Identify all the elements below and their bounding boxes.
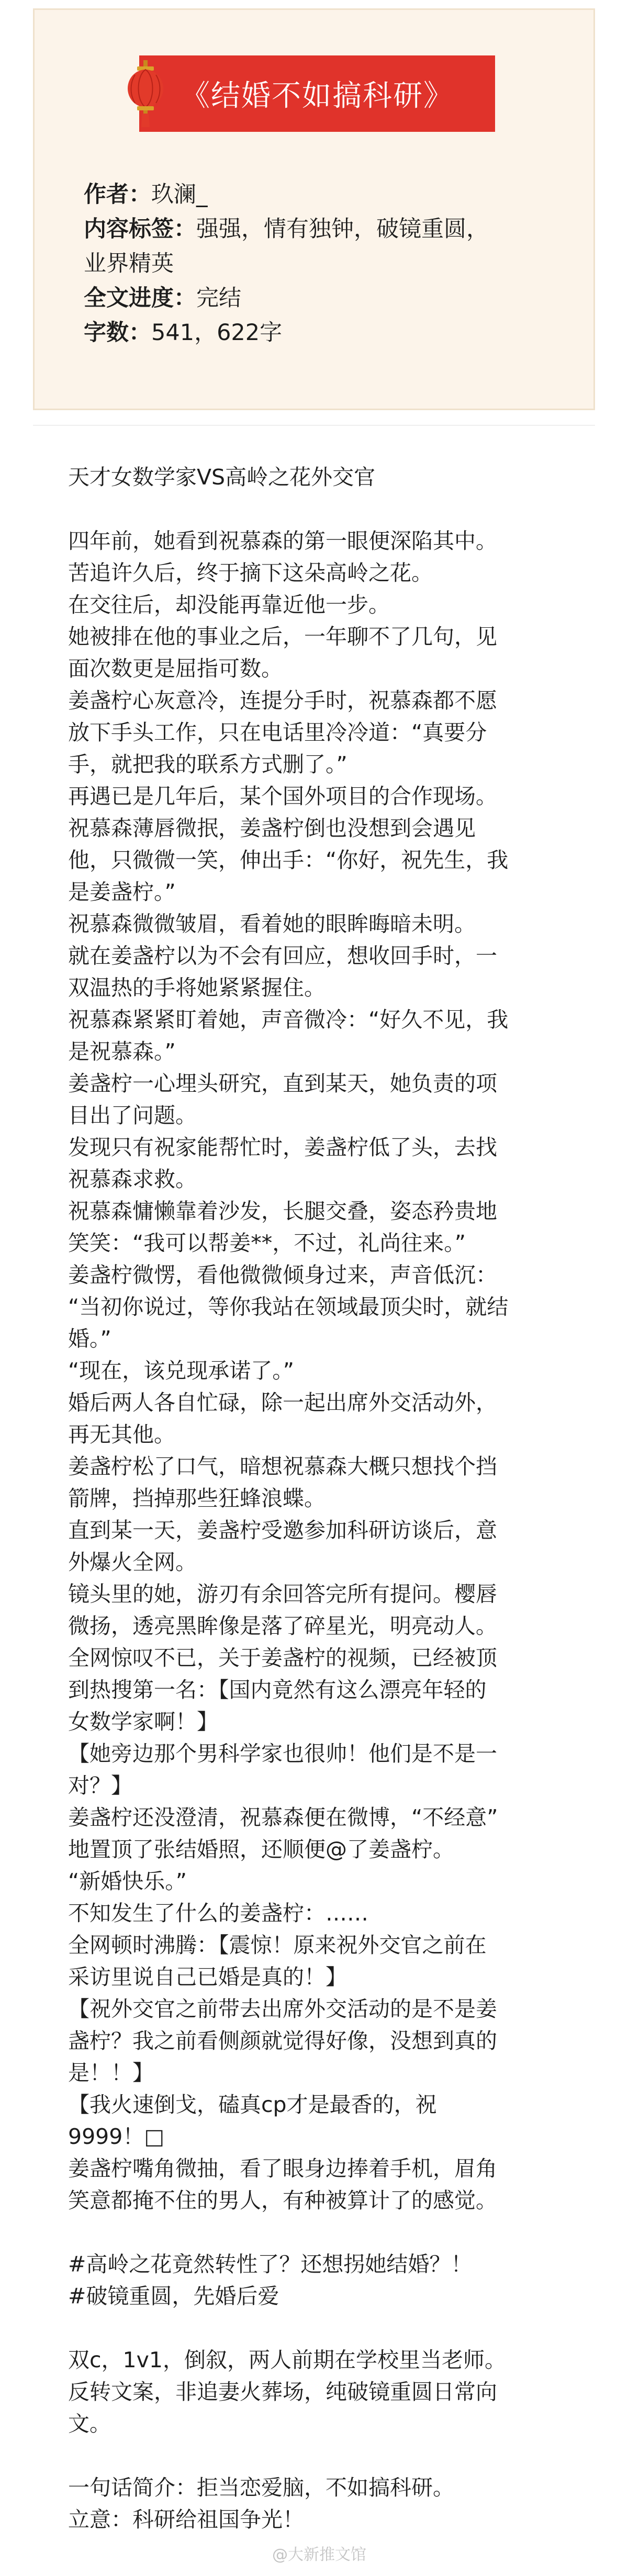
blank-line [68,2217,565,2249]
watermark: @大新推文馆 [272,2546,366,2564]
synopsis-line: 直到某一天，姜盏柠受邀参加科研访谈后，意 [68,1518,497,1543]
synopsis-line: 手，就把我的联系方式删了。” [68,752,347,777]
synopsis-text [68,461,565,2536]
synopsis-line: 笑笑：“我可以帮姜**，不过，礼尚往来。” [68,1230,466,1256]
synopsis-line: 双温热的手将她紧紧握住。 [68,975,326,1000]
synopsis-line: 婚。” [68,1326,111,1351]
synopsis-line: 姜盏柠一心埋头研究，直到某天，她负责的项 [68,1071,497,1096]
synopsis-line: 不知发生了什么的姜盏柠：…… [68,1901,368,1926]
synopsis-line: 【我火速倒戈，磕真cp才是最香的，祝 [68,2092,437,2117]
synopsis-line: 面次数更是屈指可数。 [68,656,283,681]
tags-value-line1: 强强，情有独钟，破镜重圆， [196,216,489,242]
wordcount-label: 字数： [84,320,151,346]
blank-line [68,493,565,525]
synopsis-line: 姜盏柠心灰意冷，连提分手时，祝慕森都不愿 [68,688,497,713]
author-label: 作者： [84,182,151,208]
synopsis-line: #破镜重圆，先婚后爱 [68,2284,279,2309]
divider [33,425,595,426]
synopsis-line: 就在姜盏柠以为不会有回应，想收回手时，一 [68,943,497,968]
synopsis-line: 再遇已是几年后，某个国外项目的合作现场。 [68,784,497,809]
synopsis-line: 反转文案，非追妻火葬场，纯破镜重圆日常向 [68,2379,497,2404]
tags-value-line2: 业界精英 [84,251,174,277]
synopsis-line: 姜盏柠嘴角微抽，看了眼身边捧着手机，眉角 [68,2156,497,2181]
synopsis-line: 发现只有祝家能帮忙时，姜盏柠低了头，去找 [68,1135,497,1160]
synopsis-line: 一句话简介：拒当恋爱脑，不如搞科研。 [68,2475,454,2500]
blank-line [68,2312,565,2344]
synopsis-line: 目出了问题。 [68,1103,197,1128]
synopsis-line: 9999！□ [68,2124,165,2149]
synopsis-line: 盏柠？我之前看侧颜就觉得好像，没想到真的 [68,2028,497,2053]
synopsis-line: 采访里说自己已婚是真的！】 [68,1964,347,1990]
synopsis-line: 镜头里的她，游刃有余回答完所有提问。樱唇 [68,1581,497,1607]
book-meta [84,177,555,350]
synopsis-line: 到热搜第一名：【国内竟然有这么漂亮年轻的 [68,1677,487,1702]
synopsis-line: 四年前，她看到祝慕森的第一眼便深陷其中。 [68,528,497,553]
synopsis-line: 姜盏柠松了口气，暗想祝慕森大概只想找个挡 [68,1454,497,1479]
synopsis-line: 文。 [68,2411,111,2436]
synopsis-line: 立意：科研给祖国争光！ [68,2507,304,2532]
synopsis-line: 祝慕森慵懒靠着沙发，长腿交叠，姿态矜贵地 [68,1199,497,1224]
synopsis-line: 笑意都掩不住的男人，有种被算计了的感觉。 [68,2188,497,2213]
progress-value: 完结 [196,285,241,311]
synopsis-line: 是姜盏柠。” [68,879,176,905]
synopsis-line: 他，只微微一笑，伸出手：“你好，祝先生，我 [68,848,509,873]
info-card [33,8,595,410]
synopsis-line: 全网顿时沸腾：【震惊！原来祝外交官之前在 [68,1933,487,1958]
synopsis-line: 地置顶了张结婚照，还顺便@了姜盏柠。 [68,1837,454,1862]
title-banner [139,55,495,132]
synopsis-line: 祝慕森求救。 [68,1167,197,1192]
progress-label: 全文进度： [84,285,196,311]
synopsis-line: 天才女数学家VS高岭之花外交官 [68,465,376,490]
wordcount-value: 541，622字 [151,320,283,346]
book-title: 《结婚不如搞科研》 [181,79,454,113]
synopsis-line: 再无其他。 [68,1422,175,1447]
synopsis-line: 全网惊叹不已，关于姜盏柠的视频，已经被顶 [68,1645,497,1670]
synopsis-line: 外爆火全网。 [68,1550,197,1575]
synopsis-line: “新婚快乐。” [68,1869,187,1894]
synopsis-line: 祝慕森微微皱眉，看着她的眼眸晦暗未明。 [68,911,476,936]
synopsis-line: 婚后两人各自忙碌，除一起出席外交活动外， [68,1390,497,1415]
synopsis-line: 【她旁边那个男科学家也很帅！他们是不是一 [68,1741,497,1766]
synopsis-line: 是！！】 [68,2060,154,2085]
synopsis-line: 对？】 [68,1773,132,1798]
synopsis-line: #高岭之花竟然转性了？还想拐她结婚？！ [68,2252,473,2277]
synopsis-line: 女数学家啊！】 [68,1709,218,1734]
synopsis-line: 姜盏柠还没澄清，祝慕森便在微博，“不经意” [68,1805,498,1830]
author-value: 玖澜_ [151,182,208,208]
tags-label: 内容标签： [84,216,196,242]
synopsis-line: 双c，1v1，倒叙，两人前期在学校里当老师。 [68,2347,506,2372]
synopsis-line: 放下手头工作，只在电话里冷冷道：“真要分 [68,720,487,745]
synopsis-line: 她被排在他的事业之后，一年聊不了几句，见 [68,624,497,649]
synopsis-line: 苦追许久后，终于摘下这朵高岭之花。 [68,560,433,585]
synopsis-line: 祝慕森紧紧盯着她，声音微冷：“好久不见，我 [68,1007,509,1032]
synopsis-line: “现在，该兑现承诺了。” [68,1358,294,1383]
synopsis-line: 姜盏柠微愣，看他微微倾身过来，声音低沉： [68,1262,497,1287]
synopsis-line: 是祝慕森。” [68,1039,176,1064]
synopsis-line: 【祝外交官之前带去出席外交活动的是不是姜 [68,1996,497,2021]
synopsis-line: 箭牌，挡掉那些狂蜂浪蝶。 [68,1486,326,1511]
synopsis-line: “当初你说过，等你我站在领域最顶尖时，就结 [68,1294,509,1319]
synopsis-line: 在交往后，却没能再靠近他一步。 [68,592,390,617]
synopsis-line: 祝慕森薄唇微抿，姜盏柠倒也没想到会遇见 [68,816,476,841]
blank-line [68,2440,565,2472]
lantern-icon [125,60,166,128]
synopsis-line: 微扬，透亮黑眸像是落了碎星光，明亮动人。 [68,1613,497,1639]
